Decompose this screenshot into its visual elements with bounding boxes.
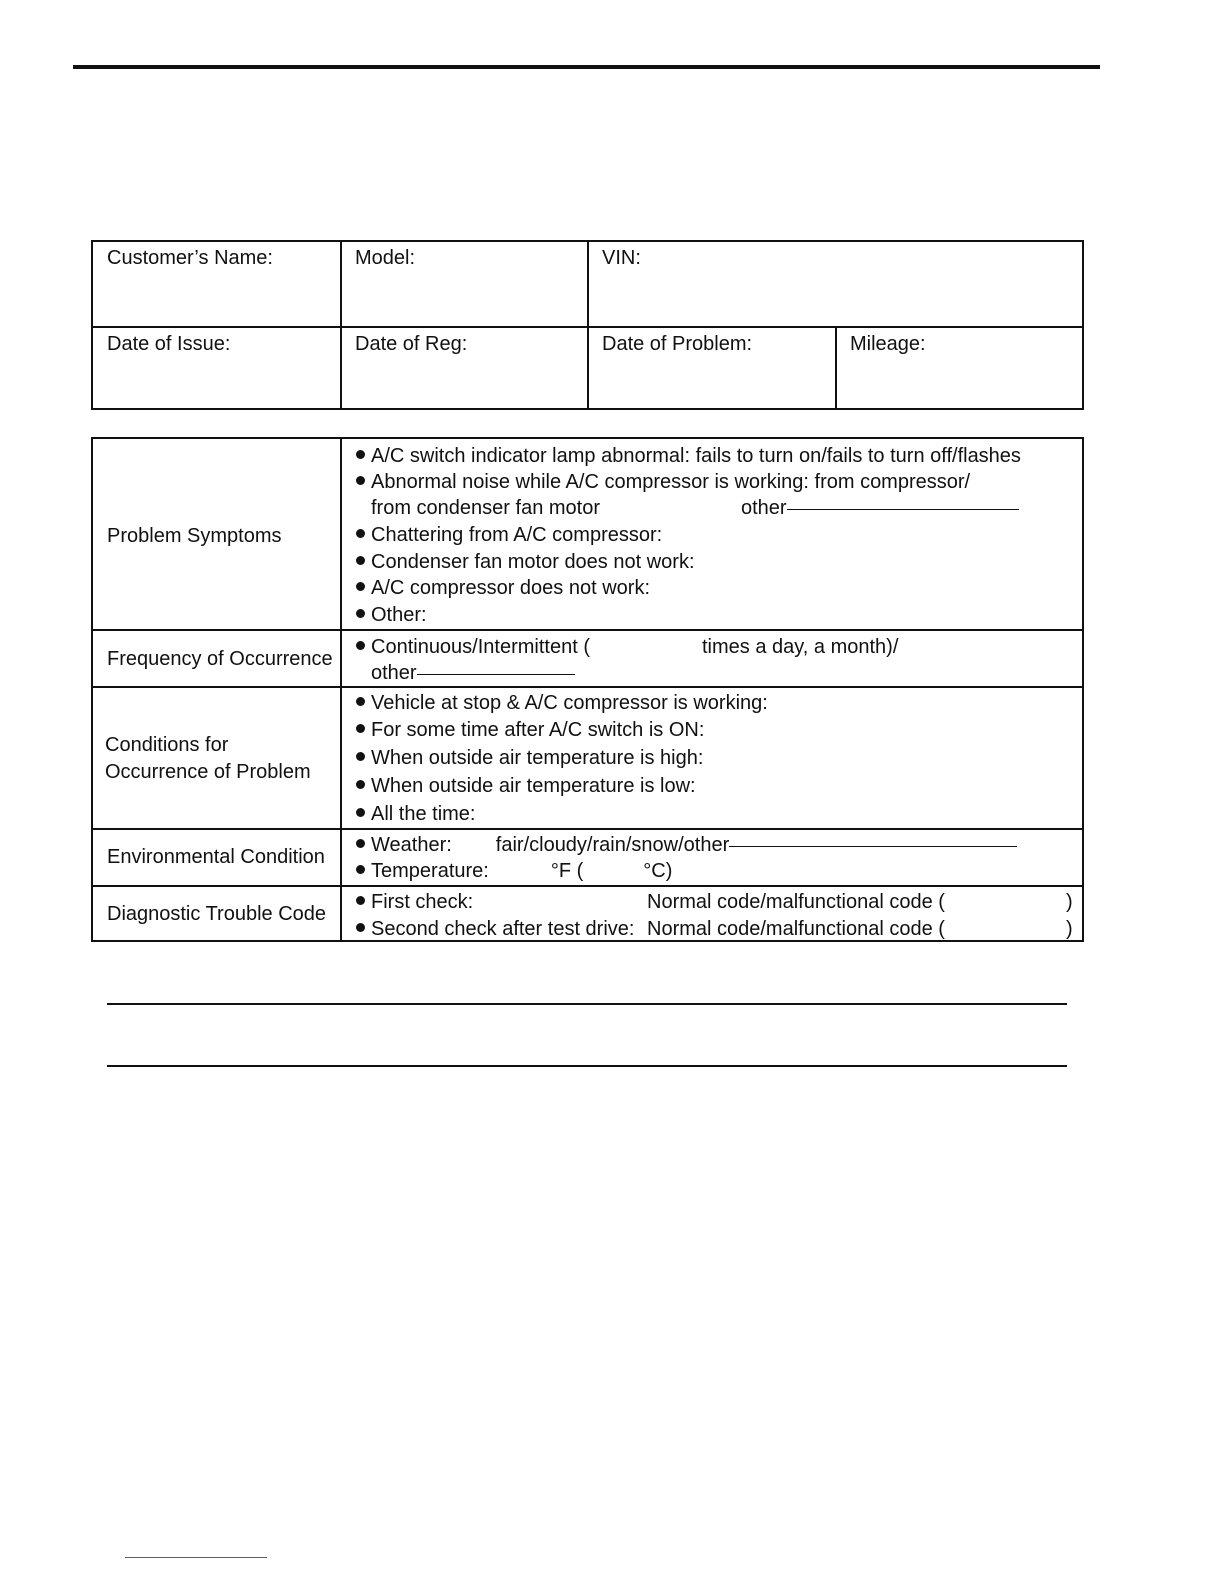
symptom-item-continued: from condenser fan motor other <box>371 495 1019 521</box>
fill-in-blank[interactable] <box>729 846 1017 847</box>
frequency-item: Continuous/Intermittent ( times a day, a month)/ <box>356 634 898 660</box>
condition-item: When outside air temperature is high: <box>356 745 703 771</box>
vin-label: VIN: <box>602 247 641 269</box>
conditions-label-line2: Occurrence of Problem <box>105 761 311 783</box>
bullet-icon <box>356 752 365 761</box>
customer-name-label: Customer’s Name: <box>107 247 273 269</box>
condition-item: For some time after A/C switch is ON: <box>356 717 704 743</box>
weather-item: Weather: fair/cloudy/rain/snow/other <box>356 832 1017 858</box>
symptom-item: Chattering from A/C compressor: <box>356 522 662 548</box>
fill-in-blank[interactable] <box>787 509 1019 510</box>
mileage-label: Mileage: <box>850 333 926 355</box>
bullet-icon <box>356 780 365 789</box>
bullet-icon <box>356 609 365 618</box>
page-link-underline <box>125 1557 267 1558</box>
date-of-problem-label: Date of Problem: <box>602 333 753 355</box>
vehicle-info-table <box>91 240 1084 410</box>
bullet-icon <box>356 450 365 459</box>
date-of-reg-label: Date of Reg: <box>355 333 468 355</box>
bullet-icon <box>356 839 365 848</box>
divider <box>93 885 1082 887</box>
bullet-icon <box>356 556 365 565</box>
first-check-item: First check: Normal code/malfunctional code ( ) <box>356 889 1076 915</box>
fill-in-blank[interactable] <box>417 674 575 675</box>
condition-item: Vehicle at stop & A/C compressor is working: <box>356 690 768 716</box>
condition-item: All the time: <box>356 801 475 827</box>
temperature-item: Temperature: °F ( °C) <box>356 858 672 884</box>
symptom-item: Abnormal noise while A/C compressor is working: from compressor/ <box>356 469 970 495</box>
divider <box>93 686 1082 688</box>
problem-description-table <box>91 437 1084 942</box>
bullet-icon <box>356 808 365 817</box>
dtc-label: Diagnostic Trouble Code <box>107 903 327 925</box>
bullet-icon <box>356 476 365 485</box>
top-rule <box>73 65 1100 69</box>
symptom-item: Other: <box>356 602 427 628</box>
symptom-item: A/C compressor does not work: <box>356 575 650 601</box>
bullet-icon <box>356 641 365 650</box>
second-check-item: Second check after test drive: Normal code/malfunctional code ( ) <box>356 916 1076 942</box>
notes-line[interactable] <box>107 1065 1067 1067</box>
bullet-icon <box>356 529 365 538</box>
frequency-other: other <box>371 660 575 686</box>
bullet-icon <box>356 923 365 932</box>
bullet-icon <box>356 896 365 905</box>
bullet-icon <box>356 582 365 591</box>
frequency-label: Frequency of Occurrence <box>107 648 333 670</box>
environment-label: Environmental Condition <box>107 846 325 868</box>
bullet-icon <box>356 724 365 733</box>
divider <box>340 439 342 940</box>
date-of-issue-label: Date of Issue: <box>107 333 231 355</box>
conditions-label-line1: Conditions for <box>105 734 229 756</box>
divider <box>93 629 1082 631</box>
model-label: Model: <box>355 247 416 269</box>
symptom-item: A/C switch indicator lamp abnormal: fails to turn on/fails to turn off/flashes <box>356 443 1021 469</box>
symptom-item: Condenser fan motor does not work: <box>356 549 695 575</box>
notes-line[interactable] <box>107 1003 1067 1005</box>
problem-symptoms-label: Problem Symptoms <box>107 525 282 547</box>
bullet-icon <box>356 697 365 706</box>
divider <box>93 828 1082 830</box>
condition-item: When outside air temperature is low: <box>356 773 696 799</box>
bullet-icon <box>356 865 365 874</box>
